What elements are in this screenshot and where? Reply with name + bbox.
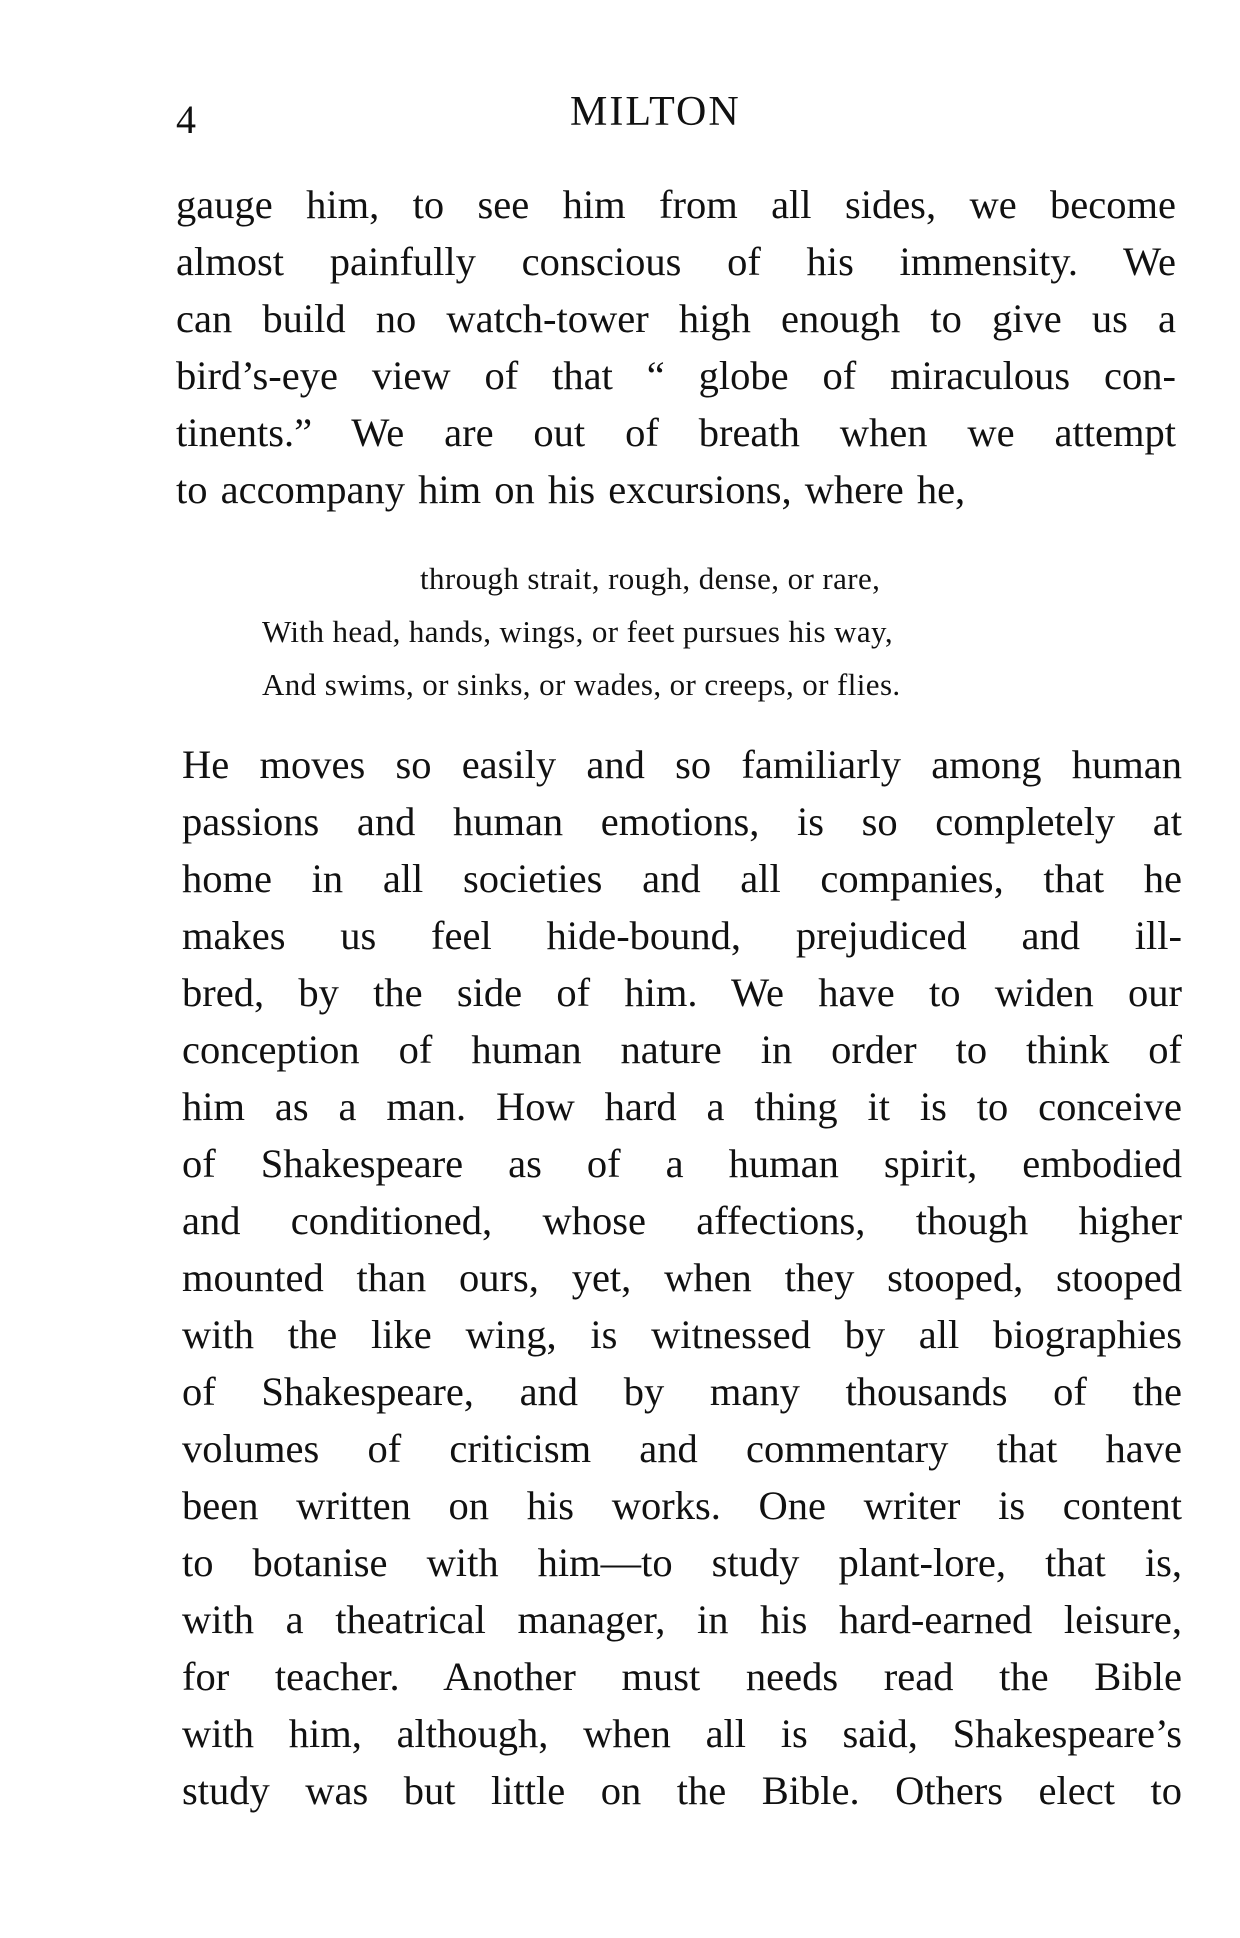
text-line: bird’s-eye view of that “ globe of miraculous con-: [176, 353, 1176, 398]
text-line: of Shakespeare as of a human spirit, embodied: [182, 1141, 1182, 1186]
text-line: of Shakespeare, and by many thousands of the: [182, 1369, 1182, 1414]
text-line: him as a man. How hard a thing it is to conceive: [182, 1084, 1182, 1129]
text-line: with him, although, when all is said, Shakespeare’s: [182, 1711, 1182, 1756]
text-line: home in all societies and all companies, that he: [182, 856, 1182, 901]
text-line: makes us feel hide-bound, prejudiced and ill-: [182, 913, 1182, 958]
text-line: for teacher. Another must needs read the Bible: [182, 1654, 1182, 1699]
paragraph-1: [176, 176, 1176, 518]
running-title: MILTON: [570, 89, 741, 135]
text-line: with the like wing, is witnessed by all biographies: [182, 1312, 1182, 1357]
text-line: He moves so easily and so familiarly among human: [182, 742, 1182, 787]
text-line: gauge him, to see him from all sides, we become: [176, 182, 1176, 227]
page-number: 4: [176, 97, 196, 142]
paragraph-2: [182, 736, 1182, 1819]
text-line: mounted than ours, yet, when they stooped, stooped: [182, 1255, 1182, 1300]
verse-line: With head, hands, wings, or feet pursues his way,: [262, 614, 894, 649]
verse-line: through strait, rough, dense, or rare,: [420, 561, 881, 596]
verse-quotation: [262, 552, 1082, 711]
text-line: to accompany him on his excursions, where he,: [176, 467, 966, 512]
page-header: [170, 84, 1100, 144]
text-line: and conditioned, whose affections, though higher: [182, 1198, 1182, 1243]
text-line: almost painfully conscious of his immensity. We: [176, 239, 1176, 284]
text-line: tinents.” We are out of breath when we attempt: [176, 410, 1176, 455]
text-line: volumes of criticism and commentary that have: [182, 1426, 1182, 1471]
text-line: study was but little on the Bible. Others elect to: [182, 1768, 1182, 1813]
text-line: been written on his works. One writer is content: [182, 1483, 1182, 1528]
verse-line: And swims, or sinks, or wades, or creeps, or flies.: [262, 667, 901, 702]
text-line: to botanise with him—to study plant-lore, that is,: [182, 1540, 1182, 1585]
text-line: conception of human nature in order to think of: [182, 1027, 1182, 1072]
text-line: with a theatrical manager, in his hard-earned leisure,: [182, 1597, 1182, 1642]
text-line: bred, by the side of him. We have to widen our: [182, 970, 1182, 1015]
text-line: can build no watch-tower high enough to give us a: [176, 296, 1176, 341]
text-line: passions and human emotions, is so completely at: [182, 799, 1182, 844]
